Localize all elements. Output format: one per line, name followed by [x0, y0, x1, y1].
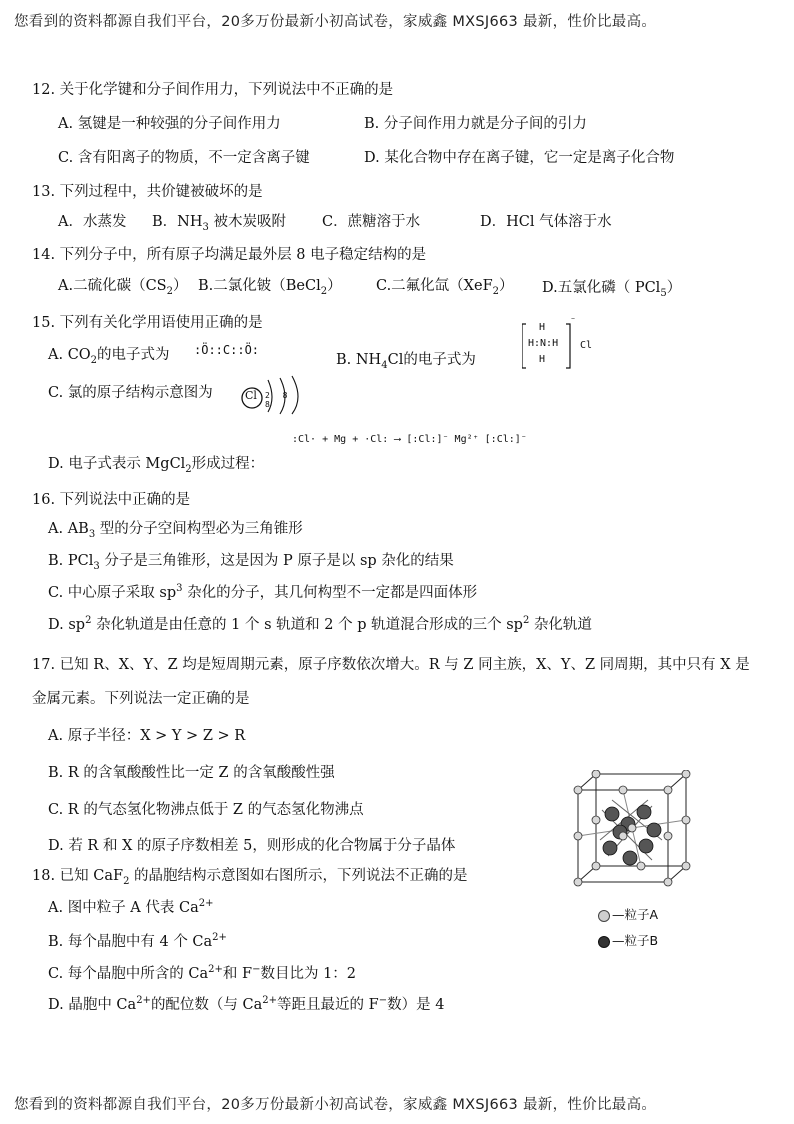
- caf2-unit-cell-figure: [572, 770, 692, 888]
- question-18-option-c: C. 每个晶胞中所含的 $Ca^{2+}$和 F−数目比为 1：2: [48, 964, 357, 982]
- chlorine-atom-structure-icon: [238, 372, 308, 416]
- question-12-stem: 12. 关于化学键和分子间作用力，下列说法中不正确的是: [32, 82, 394, 98]
- particle-b-icon: [598, 936, 610, 948]
- question-16-option-c: C. 中心原子采取 $sp^3$ 杂化的分子，其几何构型不一定都是四面体形: [48, 583, 478, 601]
- question-16-option-d: D. $sp^2$ 杂化轨道是由任意的 1 个 s 轨道和 2 个 p 轨道混合形成的三个 $sp^2$ 杂化轨道: [48, 615, 592, 633]
- legend-particle-b: —粒子B: [598, 931, 658, 949]
- question-14-option-a: A.二硫化碳$(CS_2)$: [58, 278, 188, 297]
- mgcl2-formation-formula: :Cl· + Mg + ·Cl: ⟶ [:Cl:]⁻ Mg²⁺ [:Cl:]⁻: [292, 434, 527, 445]
- nh4cl-electron-formula: [522, 316, 602, 370]
- question-16-stem: 16. 下列说法中正确的是: [32, 492, 191, 508]
- question-16-option-a: A. $AB_3$ 型的分子空间构型必为三角锥形: [48, 521, 303, 540]
- shell-electron-counts: 2 8 8: [265, 391, 292, 409]
- question-18-option-d: D. 晶胞中 $Ca^{2+}$的配位数（与 $Ca^{2+}$等距且最近的 F−数）是 4: [48, 995, 445, 1013]
- question-18-stem: 18. 已知 CaF$_2$ 的晶胞结构示意图如右图所示，下列说法不正确的是: [32, 868, 468, 887]
- co2-electron-formula: :Ö::C::Ö:: [194, 343, 260, 357]
- question-17-stem-line2: 金属元素。下列说法一定正确的是: [32, 691, 250, 707]
- question-15-option-b: B. $NH_4Cl$的电子式为: [336, 352, 476, 371]
- question-13-option-d: D．HCl 气体溶于水: [480, 214, 612, 230]
- question-18-option-a: A. 图中粒子 A 代表 $Ca^{2+}$: [48, 898, 214, 916]
- nucleus-label: Cl: [245, 389, 257, 402]
- question-18-option-b: B. 每个晶胞中有 4 个 $Ca^{2+}$: [48, 932, 227, 950]
- nh4-middle: H:N:H: [528, 338, 559, 349]
- bottom-banner: 您看到的资料都源自我们平台，20多万份最新小初高试卷，家威鑫 MXSJ663 最新，性价比最高。: [14, 1097, 657, 1113]
- nh4-top-h: H: [539, 322, 546, 333]
- particle-a-icon: [598, 910, 610, 922]
- question-14-option-c: C.二氟化氙（XeF$_2$）: [376, 278, 514, 297]
- question-13-option-a: A．水蒸发: [58, 214, 127, 230]
- question-14-stem: 14. 下列分子中，所有原子均满足最外层 8 电子稳定结构的是: [32, 247, 427, 263]
- question-14-option-b: B.二氯化铍（BeCl$_2$）: [198, 278, 342, 297]
- question-17-option-b: B. R 的含氧酸酸性比一定 Z 的含氧酸酸性强: [48, 765, 335, 781]
- question-14-option-d: D.五氯化磷（ PCl$_5$）: [542, 280, 682, 299]
- question-15-option-d: D. 电子式表示 MgCl$_2$形成过程：: [48, 456, 265, 475]
- question-12-option-a: A. 氢键是一种较强的分子间作用力: [58, 116, 281, 132]
- question-17-stem-line1: 17. 已知 R、X、Y、Z 均是短周期元素，原子序数依次增大。R 与 Z 同主族，X、Y、Z 同周期，其中只有 X 是: [32, 657, 750, 673]
- legend-particle-a: —粒子A: [598, 905, 658, 923]
- top-banner: 您看到的资料都源自我们平台，20多万份最新小初高试卷，家威鑫 MXSJ663 最新，性价比最高。: [14, 14, 657, 30]
- question-12-option-c: C. 含有阳离子的物质，不一定含离子键: [58, 150, 310, 166]
- cl-ion-label: Cl: [580, 340, 593, 351]
- question-17-option-d: D. 若 R 和 X 的原子序数相差 5，则形成的化合物属于分子晶体: [48, 838, 456, 854]
- question-15-stem: 15. 下列有关化学用语使用正确的是: [32, 315, 263, 331]
- nh4-charge: ⁻: [570, 316, 577, 327]
- question-13-option-c: C．蔗糖溶于水: [322, 214, 421, 230]
- question-12-option-d: D. 某化合物中存在离子键，它一定是离子化合物: [364, 150, 675, 166]
- crystal-lattice-icon: [572, 770, 692, 888]
- question-17-option-a: A. 原子半径：X > Y > Z > R: [48, 728, 246, 744]
- question-13-stem: 13. 下列过程中，共价键被破坏的是: [32, 184, 263, 200]
- question-13-option-b: B．$NH_3$ 被木炭吸附: [152, 214, 286, 233]
- question-15-option-a: A. $CO_2$的电子式为: [48, 347, 170, 366]
- question-16-option-b: B. PCl$_3$ 分子是三角锥形，这是因为 P 原子是以 sp 杂化的结果: [48, 553, 454, 572]
- question-15-option-c: C. 氯的原子结构示意图为: [48, 385, 213, 401]
- question-17-option-c: C. R 的气态氢化物沸点低于 Z 的气态氢化物沸点: [48, 802, 364, 818]
- nh4-bottom-h: H: [539, 354, 546, 365]
- question-12-option-b: B. 分子间作用力就是分子间的引力: [364, 116, 587, 132]
